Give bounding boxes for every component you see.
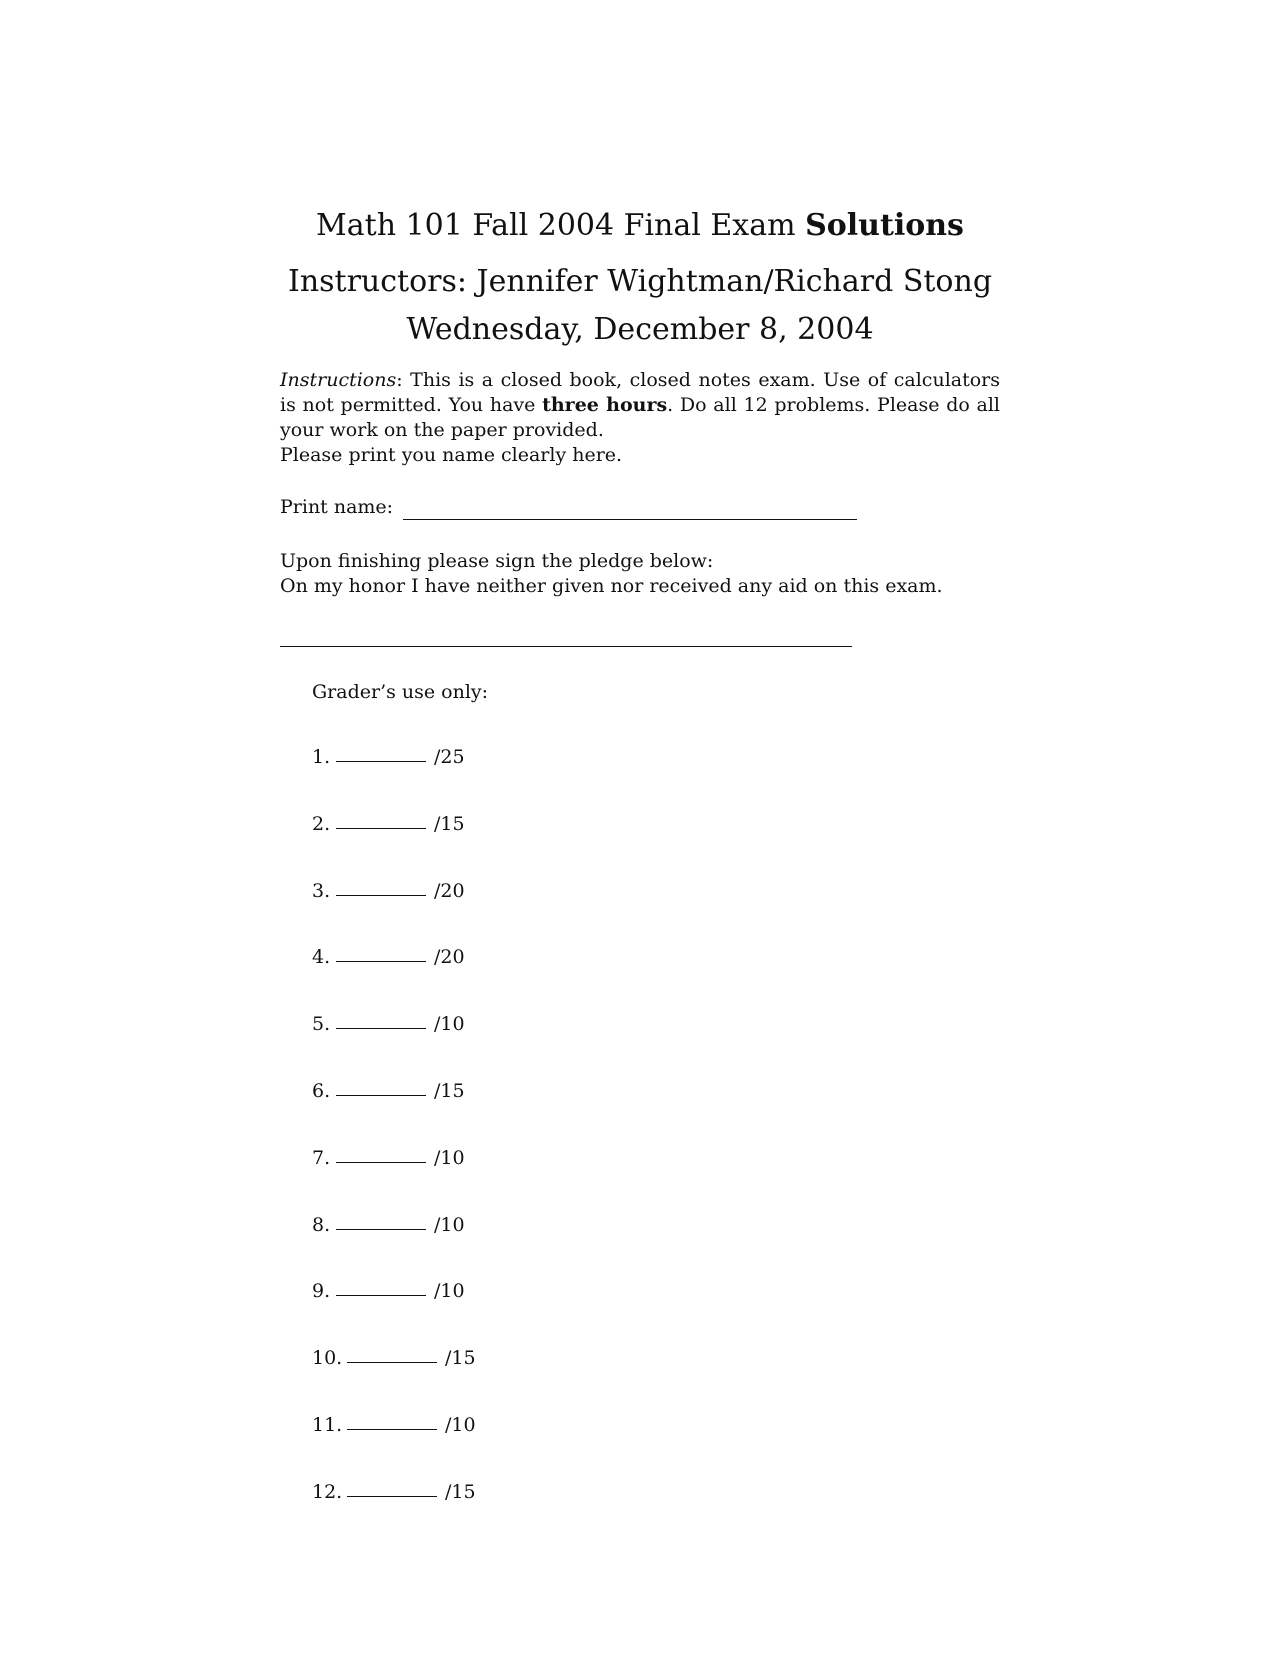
grade-score-field[interactable]: [336, 812, 426, 829]
grade-score-field[interactable]: [336, 945, 426, 962]
grade-problem-number: 2.: [312, 812, 331, 835]
exam-title: [0, 208, 1280, 244]
print-request: Please print you name clearly here.: [280, 444, 623, 466]
grade-max-points: /15: [445, 1347, 476, 1370]
pledge-line-2: On my honor I have neither given nor received any aid on this exam.: [280, 575, 943, 597]
grade-row: [312, 1346, 712, 1413]
grade-row: [312, 879, 712, 946]
grade-problem-number: 7.: [312, 1146, 331, 1169]
grade-score-field[interactable]: [336, 1279, 426, 1296]
grade-max-points: /10: [434, 1213, 465, 1236]
grade-row: [312, 812, 712, 879]
grade-problem-number: 6.: [312, 1079, 331, 1102]
print-name-label: Print name:: [280, 496, 394, 518]
grade-score-field[interactable]: [336, 879, 426, 896]
grade-problem-number: 1.: [312, 746, 331, 768]
pledge-text: [280, 549, 1000, 599]
grade-problem-number: 9.: [312, 1280, 331, 1303]
grade-problem-number: 3.: [312, 879, 331, 902]
grade-score-field[interactable]: [336, 745, 426, 762]
grade-row: [312, 745, 712, 812]
grade-score-field[interactable]: [347, 1413, 437, 1430]
instructions-paragraph: [280, 368, 1000, 468]
grade-score-field[interactable]: [347, 1346, 437, 1363]
exam-title-main: Math 101 Fall 2004 Final Exam: [316, 208, 796, 243]
grade-problem-number: 10.: [312, 1347, 343, 1370]
grade-score-field[interactable]: [347, 1480, 437, 1497]
grade-max-points: /10: [445, 1413, 476, 1436]
grade-max-points: /10: [434, 1280, 465, 1303]
grade-max-points: /15: [434, 812, 465, 835]
grade-problem-number: 12.: [312, 1480, 343, 1503]
grade-row: [312, 1213, 712, 1280]
grade-problem-number: 4.: [312, 946, 331, 969]
grade-score-field[interactable]: [336, 1012, 426, 1029]
grader-title: Grader’s use only:: [312, 681, 489, 703]
grade-row: [312, 1146, 712, 1213]
grade-score-field[interactable]: [336, 1146, 426, 1163]
grade-row: [312, 945, 712, 1012]
print-name-row: [280, 495, 857, 520]
grade-row: [312, 1012, 712, 1079]
grade-max-points: /20: [434, 879, 465, 902]
grade-max-points: /10: [434, 1146, 465, 1169]
exam-date: Wednesday, December 8, 2004: [406, 312, 874, 347]
instructions-time: three hours: [542, 394, 668, 416]
grade-problem-number: 5.: [312, 1013, 331, 1036]
grade-row: [312, 1413, 712, 1480]
print-name-field[interactable]: [403, 501, 857, 520]
grade-list: [312, 745, 712, 1547]
grade-score-field[interactable]: [336, 1213, 426, 1230]
grade-row: [312, 1480, 712, 1547]
grade-score-field[interactable]: [336, 1079, 426, 1096]
grade-max-points: /10: [434, 1013, 465, 1036]
instructions-text-1: : This is a closed book, closed notes exam. Use of calculators is not permitted. You have: [280, 369, 1000, 416]
grade-row: [312, 1079, 712, 1146]
instructions-text-2: . Do all 12 problems. Please do all your work on the paper provided.: [280, 394, 1000, 441]
signature-field[interactable]: [280, 646, 852, 647]
grade-row: [312, 1279, 712, 1346]
grade-max-points: /20: [434, 946, 465, 969]
grade-problem-number: 11.: [312, 1413, 343, 1436]
exam-title-solutions: Solutions: [805, 208, 964, 243]
instructions-label: Instructions: [280, 369, 397, 391]
grade-max-points: /15: [445, 1480, 476, 1503]
grade-max-points: /15: [434, 1079, 465, 1102]
pledge-line-1: Upon finishing please sign the pledge below:: [280, 550, 714, 572]
instructors-line: Instructors: Jennifer Wightman/Richard Stong: [287, 264, 993, 299]
grade-max-points: /25: [434, 746, 465, 768]
grade-problem-number: 8.: [312, 1213, 331, 1236]
